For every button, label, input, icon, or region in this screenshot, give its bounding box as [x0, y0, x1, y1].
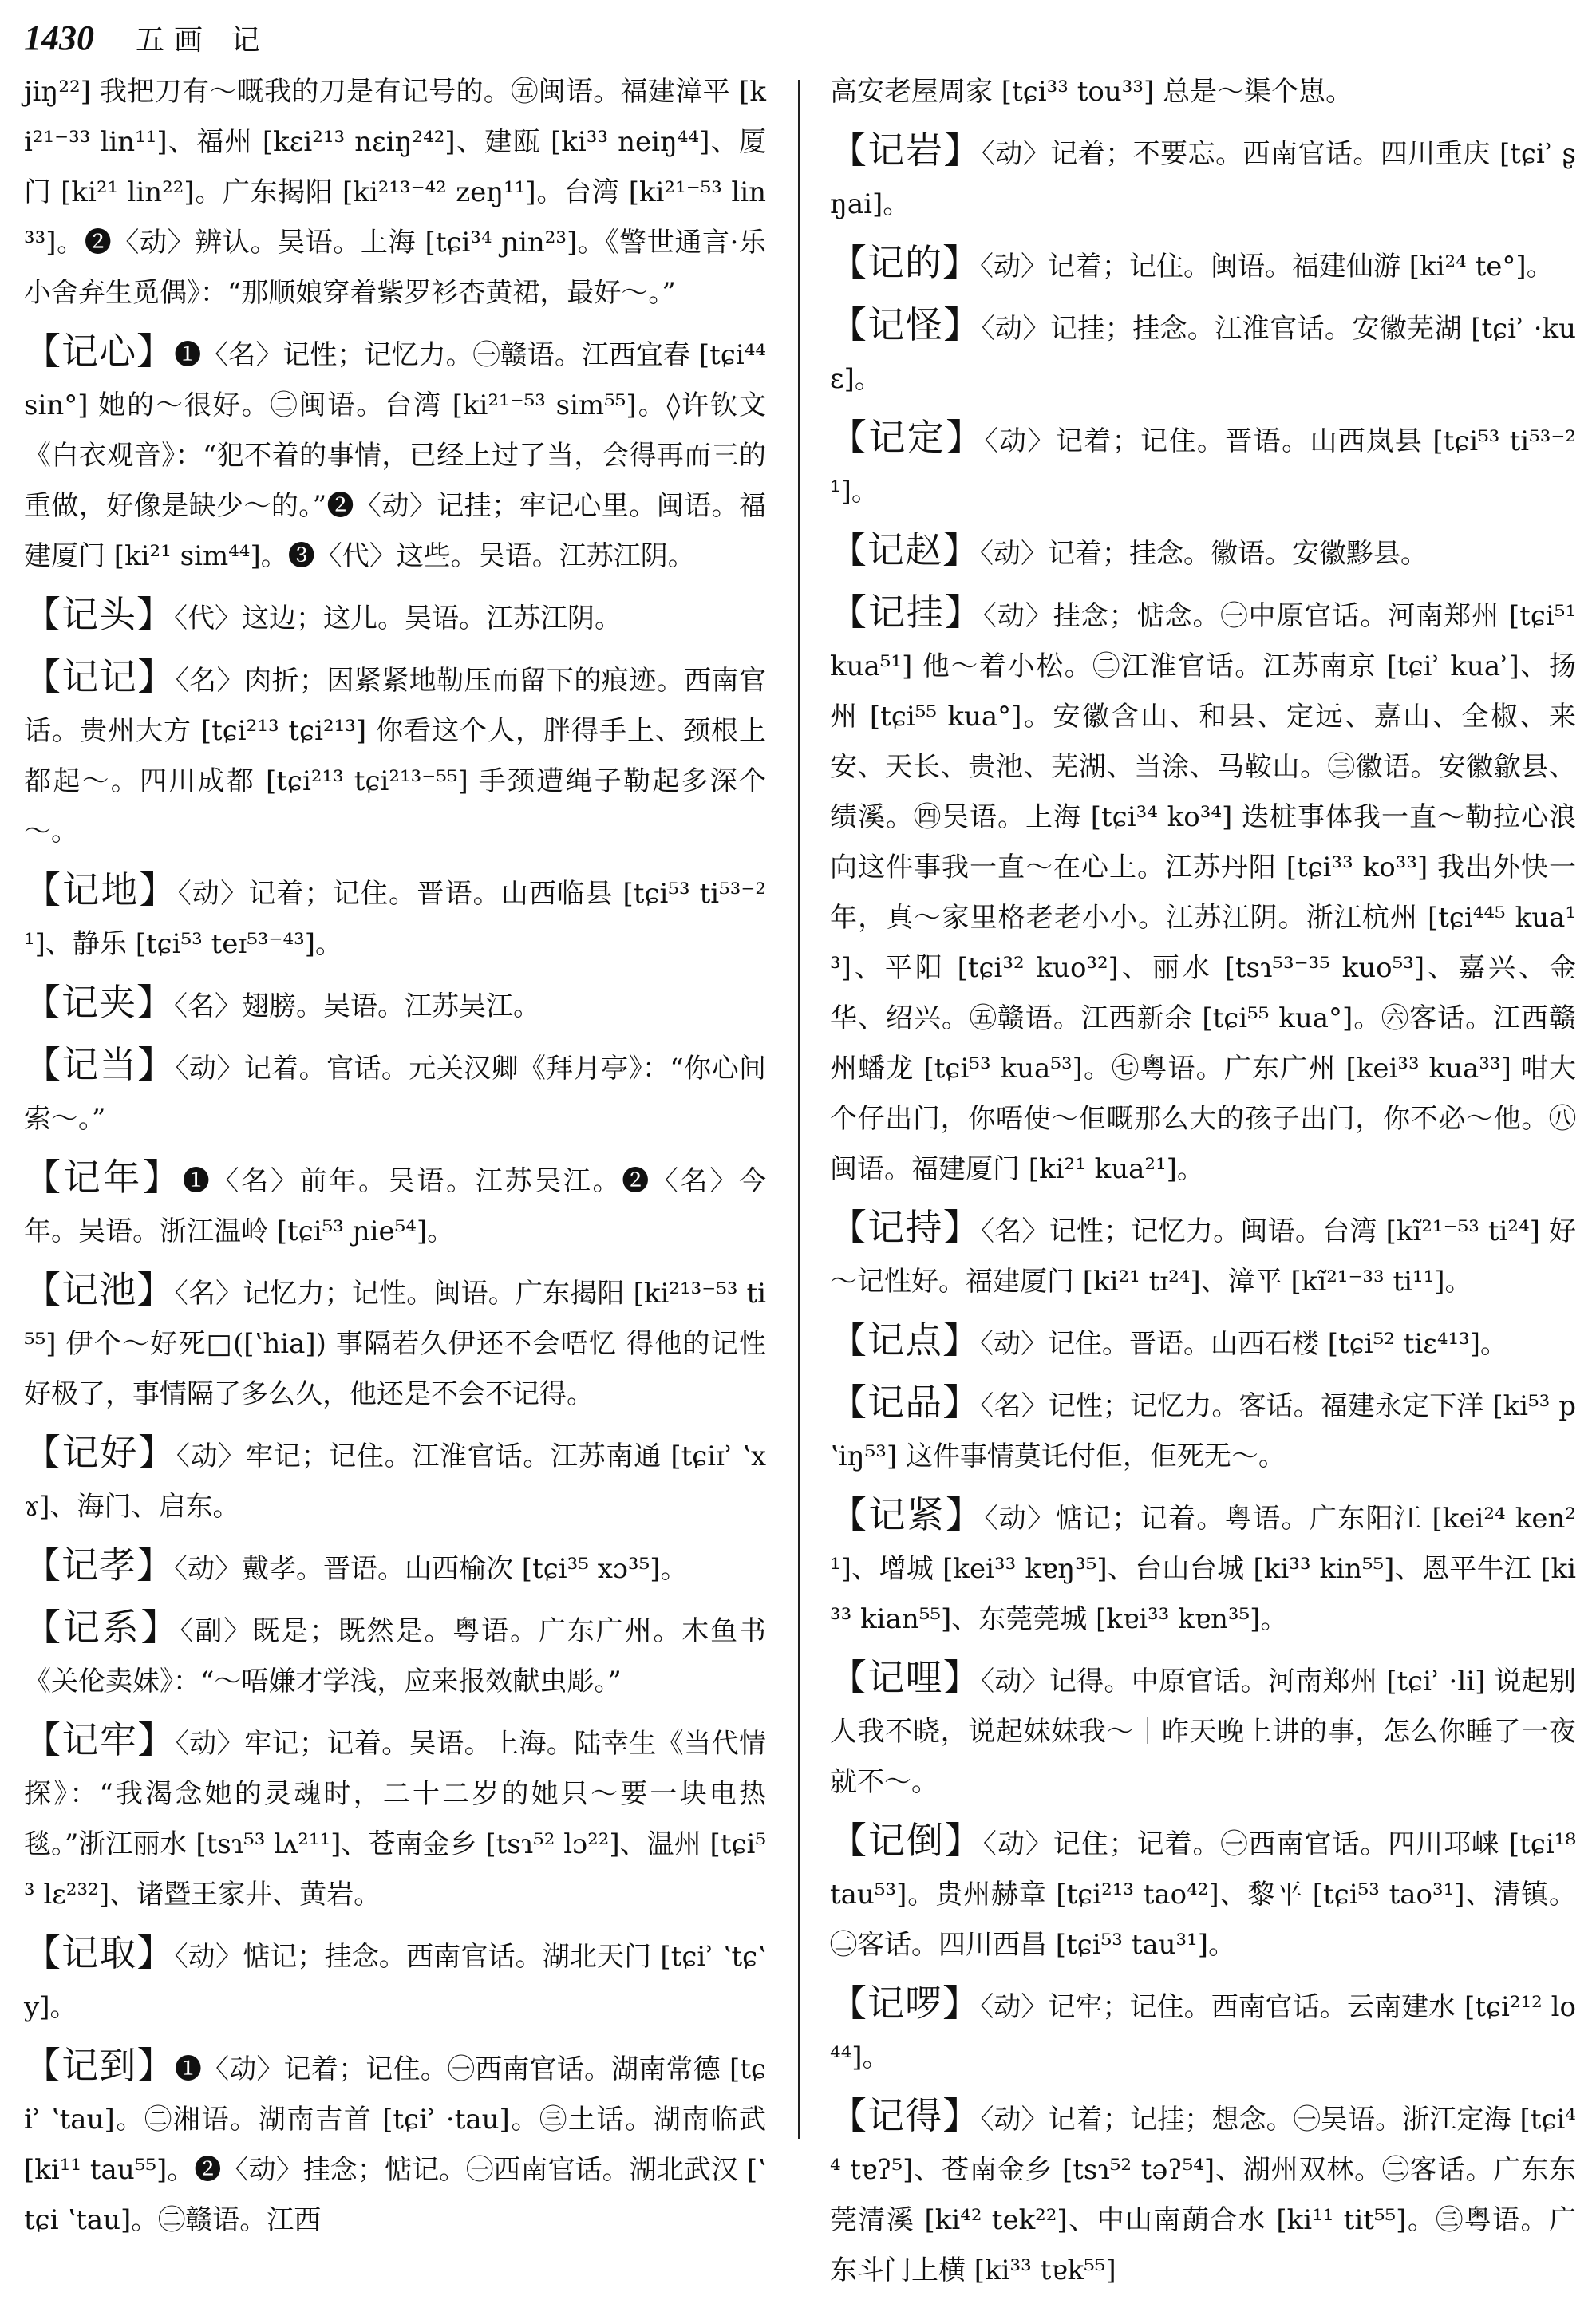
- entry-definition: 〈动〉牢记；记着。吴语。上海。陆幸生《当代情探》：“我渴念她的灵魂时，二十二岁的她只～要一块电热毯。”浙江丽水 [tsɿ⁵³ lʌ²¹¹]、苍南金乡 [tsɿ⁵² lɔ²²]、温州 [tɕi⁵³ lɛ²³²]、诸暨王家井、黄岩。: [24, 1728, 767, 1911]
- dictionary-entry: [24, 1603, 766, 1707]
- section-title: 五画 记: [136, 24, 270, 57]
- right-entries: [830, 125, 1576, 2296]
- entry-headword: 【记挂】: [830, 591, 983, 634]
- entry-definition: 〈动〉牢记；记住。江淮官话。江苏南通 [tɕiɪʾ ʽxɤ]、海门、启东。: [24, 1440, 766, 1523]
- entry-headword: 【记定】: [830, 416, 985, 459]
- dictionary-entry: [24, 865, 766, 970]
- entry-definition: 〈动〉记着；不要忘。西南官话。四川重庆 [tɕiʾ ʂŋai]。: [830, 138, 1577, 220]
- dictionary-entry: [830, 1978, 1576, 2083]
- entry-headword: 【记紧】: [830, 1493, 985, 1536]
- entry-headword: 【记持】: [830, 1206, 981, 1249]
- entry-headword: 【记赵】: [830, 528, 980, 571]
- entry-definition: ❶〈动〉记着；记住。㊀西南官话。湖南常德 [tɕiʾ ʽtau]。㊁湘语。湖南吉首 [tɕiʾ ·tau]。㊂土话。湖南临武 [ki¹¹ tau⁵⁵]。❷〈动〉挂念；惦记。㊀西南官话。湖北武汉 [ʽtɕi ʽtau]。㊁赣语。江西: [24, 2053, 767, 2236]
- entry-definition: 〈动〉记得。中原官话。河南郑州 [tɕiʾ ·li] 说起别人我不晓，说起妹妹我～｜昨天晚上讲的事，怎么你睡了一夜就不～。: [830, 1666, 1576, 1798]
- entry-headword: 【记取】: [24, 1931, 175, 1974]
- entry-definition: ❶〈名〉前年。吴语。江苏吴江。❷〈名〉今年。吴语。浙江温岭 [tɕi⁵³ ɲie⁵⁴]。: [24, 1165, 767, 1247]
- dictionary-entry: [24, 1428, 766, 1532]
- dictionary-entry: [24, 652, 766, 857]
- entry-headword: 【记当】: [24, 1043, 176, 1086]
- entry-headword: 【记年】: [24, 1156, 183, 1199]
- entry-headword: 【记的】: [830, 241, 980, 284]
- left-column: [24, 67, 766, 2254]
- entry-headword: 【记倒】: [830, 1819, 983, 1862]
- entry-headword: 【记地】: [24, 868, 178, 911]
- continued-entry-text: jiŋ²²] 我把刀有～嘅我的刀是有记号的。㊄闽语。福建漳平 [ki²¹⁻³³ lin¹¹]、福州 [kɛi²¹³ nɛiŋ²⁴²]、建瓯 [ki³³ neiŋ⁴⁴]、厦门 [ki²¹ lin²²]。广东揭阳 [ki²¹³⁻⁴² zeŋ¹¹]。台湾 [ki²¹⁻⁵³ lin³³]。❷〈动〉辨认。吴语。上海 [tɕi³⁴ ɲin²³]。《警世通言·乐小舍弃生觅偶》：“那顺娘穿着紫罗衫杏黄裙，最好～。”: [24, 76, 766, 309]
- dictionary-entry: [830, 1490, 1576, 1645]
- dictionary-entry: [24, 326, 766, 582]
- dictionary-entry: [830, 2091, 1576, 2296]
- entry-headword: 【记孝】: [24, 1543, 174, 1587]
- entry-headword: 【记岩】: [830, 128, 982, 172]
- entry-definition: 〈动〉记着；记住。晋语。山西临县 [tɕi⁵³ ti⁵³⁻²¹]、静乐 [tɕi⁵³ teɪ⁵³⁻⁴³]。: [24, 878, 767, 960]
- dictionary-entry: [24, 1265, 766, 1420]
- column-divider: [798, 80, 800, 2139]
- entry-definition: 〈动〉记住。晋语。山西石楼 [tɕi⁵² tiɛ⁴¹³]。: [980, 1328, 1508, 1360]
- page-header: [24, 18, 269, 64]
- entry-definition: 〈动〉记住；记着。㊀西南官话。四川邛崃 [tɕi¹⁸ tau⁵³]。贵州赫章 [tɕi²¹³ tao⁴²]、黎平 [tɕi⁵³ tao³¹]、清镇。㊁客话。四川西昌 [tɕi⁵³ tau³¹]。: [830, 1828, 1577, 1961]
- dictionary-entry: [830, 300, 1576, 405]
- entry-headword: 【记到】: [24, 2044, 175, 2087]
- entry-definition: 〈名〉记性；记忆力。闽语。台湾 [kĩ²¹⁻⁵³ ti²⁴] 好～记性好。福建厦门 [ki²¹ tɪ²⁴]、漳平 [kĩ²¹⁻³³ ti¹¹]。: [830, 1215, 1576, 1298]
- entry-definition: 〈动〉记牢；记住。西南官话。云南建水 [tɕi²¹² lo⁴⁴]。: [830, 1991, 1576, 2073]
- continued-entry-text: 高安老屋周家 [tɕi³³ tou³³] 总是～渠个崽。: [830, 76, 1353, 108]
- dictionary-entry: [24, 1152, 766, 1257]
- entry-headword: 【记心】: [24, 330, 175, 373]
- dictionary-entry: [24, 1040, 766, 1144]
- dictionary-entry: [830, 1315, 1576, 1369]
- entry-definition: 〈动〉记着；挂念。徽语。安徽黟县。: [980, 538, 1428, 570]
- entry-definition: 〈动〉记着；记住。闽语。福建仙游 [ki²⁴ te°]。: [980, 251, 1554, 283]
- dictionary-entry: [830, 1816, 1576, 1970]
- page-number: 1430: [24, 18, 94, 57]
- entry-definition: 〈动〉记着；记住。晋语。山西岚县 [tɕi⁵³ ti⁵³⁻²¹]。: [830, 425, 1577, 508]
- entry-headword: 【记哩】: [830, 1656, 982, 1699]
- entry-headword: 【记头】: [24, 593, 174, 636]
- entry-headword: 【记记】: [24, 655, 176, 698]
- dictionary-entry: [830, 1653, 1576, 1808]
- dictionary-entry: [24, 590, 766, 644]
- entry-definition: 〈副〉既是；既然是。粤语。广东广州。木鱼书《关伦卖妹》：“～唔嫌才学浅，应来报效献虫彫。”: [24, 1615, 766, 1697]
- entry-definition: 〈代〉这边；这儿。吴语。江苏江阴。: [174, 603, 622, 634]
- entry-definition: 〈动〉挂念；惦念。㊀中原官话。河南郑州 [tɕi⁵¹ kua⁵¹] 他～着小松。㊁江淮官话。江苏南京 [tɕiʾ kuaʾ]、扬州 [tɕi⁵⁵ kua°]。安徽含山、和县、定远、嘉山、全椒、来安、天长、贵池、芜湖、当涂、马鞍山。㊂徽语。安徽歙县、绩溪。㊃吴语。上海 [tɕi³⁴ ko³⁴] 迭桩事体我一直～勒拉心浪向这件事我一直～在心上。江苏丹阳 [tɕi³³ ko³³] 我出外快一年，真～家里格老老小小。江苏江阴。浙江杭州 [tɕi⁴⁴⁵ kua¹³]、平阳 [tɕi³² kuo³²]、丽水 [tsɿ⁵³⁻³⁵ kuo⁵³]、嘉兴、金华、绍兴。㊄赣语。江西新余 [tɕi⁵⁵ kua°]。㊅客话。江西赣州蟠龙 [tɕi⁵³ kua⁵³]。㊆粤语。广东广州 [kei³³ kua³³] 咁大个仔出门，你唔使～佢嘅那么大的孩子出门，你不必～他。㊇闽语。福建厦门 [ki²¹ kua²¹]。: [830, 600, 1577, 1185]
- right-column: [830, 67, 1576, 2304]
- entry-headword: 【记怪】: [830, 303, 982, 346]
- entry-headword: 【记牢】: [24, 1718, 176, 1761]
- entry-headword: 【记啰】: [830, 1982, 981, 2025]
- entry-definition: 〈动〉记着。官话。元关汉卿《拜月亭》：“你心间索～。”: [24, 1053, 766, 1135]
- entry-headword: 【记系】: [24, 1606, 180, 1649]
- dictionary-entry: [830, 525, 1576, 579]
- dictionary-entry: [830, 238, 1576, 292]
- dictionary-entry: [830, 1203, 1576, 1307]
- entry-headword: 【记得】: [830, 2094, 981, 2137]
- entry-headword: 【记夹】: [24, 981, 174, 1024]
- entry-headword: 【记点】: [830, 1318, 980, 1361]
- entry-headword: 【记好】: [24, 1431, 176, 1474]
- dictionary-entry: [24, 978, 766, 1032]
- entry-definition: 〈名〉翅膀。吴语。江苏吴江。: [174, 990, 540, 1022]
- entry-definition: 〈名〉记性；记忆力。客话。福建永定下洋 [ki⁵³ pʽiŋ⁵³] 这件事情莫讬付佢，佢死无～。: [830, 1390, 1576, 1472]
- left-entries: [24, 326, 766, 2246]
- entry-definition: 〈动〉戴孝。晋语。山西榆次 [tɕi³⁵ xɔ³⁵]。: [174, 1553, 688, 1585]
- dictionary-entry: [24, 1715, 766, 1920]
- entry-definition: 〈动〉记着；记挂；想念。㊀吴语。浙江定海 [tɕi⁴⁴ tɐʔ⁵]、苍南金乡 [tsɿ⁵² təʔ⁵⁴]、湖州双林。㊁客话。广东东莞清溪 [ki⁴² tek²²]、中山南蓢合水 [ki¹¹ tit⁵⁵]。㊂粤语。广东斗门上横 [ki³³ tɐk⁵⁵]: [830, 2104, 1577, 2286]
- entry-definition: 〈动〉惦记；挂念。西南官话。湖北天门 [tɕiʾ ʽtɕʽy]。: [24, 1941, 766, 2023]
- dictionary-entry: [830, 125, 1576, 230]
- entry-headword: 【记品】: [830, 1381, 981, 1424]
- dictionary-entry: [830, 1377, 1576, 1482]
- dictionary-entry: [24, 2041, 766, 2246]
- entry-definition: 〈动〉惦记；记着。粤语。广东阳江 [kei²⁴ ken²¹]、增城 [kei³³ kɐŋ³⁵]、台山台城 [ki³³ kin⁵⁵]、恩平牛江 [ki³³ kian⁵⁵]、东莞莞城 [kɐi³³ kɐn³⁵]。: [830, 1503, 1577, 1635]
- entry-definition: ❶〈名〉记性；记忆力。㊀赣语。江西宜春 [tɕi⁴⁴ sin°] 她的～很好。㊁闽语。台湾 [ki²¹⁻⁵³ sim⁵⁵]。◊许钦文《白衣观音》：“犯不着的事情，已经上过了当，会得再而三的重做，好像是缺少～的。”❷〈动〉记挂；牢记心里。闽语。福建厦门 [ki²¹ sim⁴⁴]。❸〈代〉这些。吴语。江苏江阴。: [24, 339, 766, 572]
- dictionary-entry: [24, 1540, 766, 1595]
- entry-headword: 【记池】: [24, 1268, 175, 1311]
- dictionary-entry: [24, 1928, 766, 2033]
- dictionary-entry: [830, 413, 1576, 517]
- entry-definition: 〈名〉肉折；因紧紧地勒压而留下的痕迹。西南官话。贵州大方 [tɕi²¹³ tɕi²¹³] 你看这个人，胖得手上、颈根上都起～。四川成都 [tɕi²¹³ tɕi²¹³⁻⁵⁵] 手颈遭绳子勒起多深个～。: [24, 665, 767, 848]
- entry-definition: 〈动〉记挂；挂念。江淮官话。安徽芜湖 [tɕiʾ ·kuɛ]。: [830, 313, 1576, 395]
- dictionary-entry: [830, 587, 1576, 1195]
- entry-definition: 〈名〉记忆力；记性。闽语。广东揭阳 [ki²¹³⁻⁵³ ti⁵⁵] 伊个～好死□([ʽhia]) 事隔若久伊还不会唔忆 得他的记性好极了，事情隔了多么久，他还是不会不记得。: [24, 1278, 766, 1410]
